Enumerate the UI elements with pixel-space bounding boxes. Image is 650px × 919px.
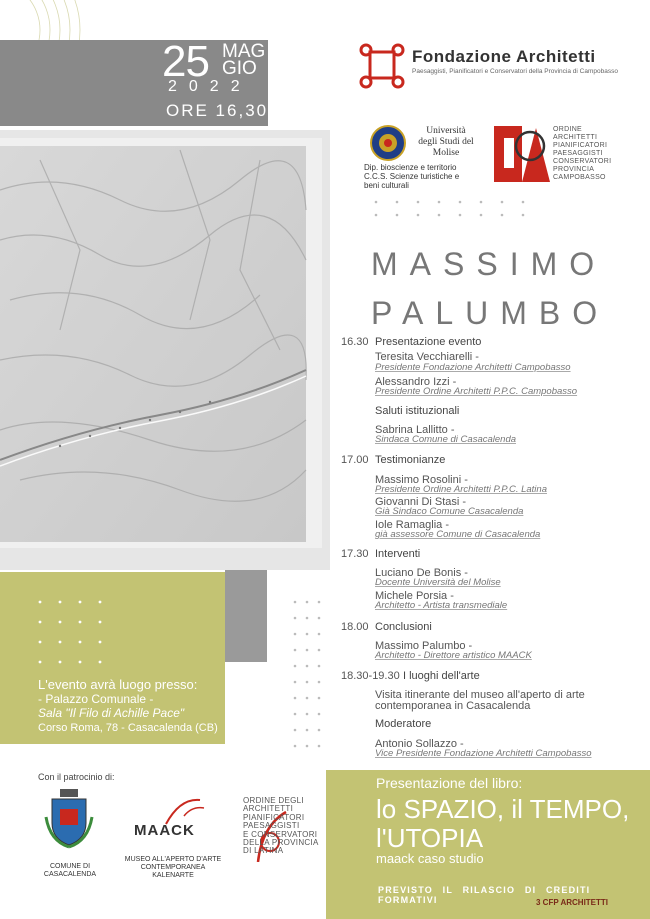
session-time: 18.30-19.30 xyxy=(341,670,400,682)
book-title-line-1: lo SPAZIO, il TEMPO, xyxy=(376,794,630,824)
ordine-latina-line: DELLA PROVINCIA xyxy=(243,837,319,847)
patronage-label: Con il patrocinio di: xyxy=(38,772,115,782)
session-heading: Moderatore xyxy=(375,718,432,730)
participant-name: Antonio Sollazzo - xyxy=(375,738,464,750)
participant-role: già assessore Comune di Casacalenda xyxy=(375,529,541,540)
venue-place: - Palazzo Comunale - xyxy=(38,692,154,706)
ordine-line: ARCHITETTI xyxy=(553,134,598,142)
participant-name: Alessandro Izzi - xyxy=(375,376,457,388)
book-intro: Presentazione del libro: xyxy=(376,775,523,791)
artwork-photo xyxy=(0,130,330,570)
book-subtitle: maack caso studio xyxy=(376,851,484,866)
comune-caption: COMUNE DI CASACALENDA xyxy=(43,863,97,879)
participant-role: Vice Presidente Fondazione Architetti Campobasso xyxy=(375,748,592,759)
ordine-line: CAMPOBASSO xyxy=(553,174,606,182)
book-title-line-2: l'UTOPIA xyxy=(376,823,484,853)
session-heading: Saluti istituzionali xyxy=(375,405,460,417)
ordine-latina-line: PIANIFICATORI xyxy=(243,812,305,822)
participant-name: Massimo Rosolini - xyxy=(375,474,468,486)
ordine-text xyxy=(553,126,611,182)
session-time: 18.00 xyxy=(341,621,369,633)
session-heading: I luoghi dell'arte xyxy=(403,670,480,682)
participant-name: Giovanni Di Stasi - xyxy=(375,496,467,508)
date-day: 25 xyxy=(162,37,209,86)
session-time: 16.30 xyxy=(341,336,369,348)
university-name: Università degli Studi del Molise xyxy=(418,126,474,158)
ordine-latina-line: ARCHITETTI xyxy=(243,804,294,814)
ordine-line: PAESAGGISTI xyxy=(553,150,603,158)
venue-room: Sala "Il Filo di Achille Pace" xyxy=(38,706,185,720)
credits-notice: PREVISTO IL RILASCIO DI CREDITI FORMATIVI xyxy=(378,885,591,905)
ordine-logo-icon xyxy=(494,124,550,184)
fondazione-title: Fondazione Architetti xyxy=(412,47,596,66)
date-year: 2022 xyxy=(168,78,252,95)
ordine-latina-line: ORDINE DEGLI xyxy=(243,796,304,805)
fondazione-subtitle: Paesaggisti, Pianificatori e Conservatori della Provincia di Campobasso xyxy=(412,68,618,75)
session-heading: Presentazione evento xyxy=(375,336,482,348)
maack-caption: MUSEO ALL'APERTO D'ARTE CONTEMPORANEA KALENARTE xyxy=(124,856,222,880)
participant-role: Già Sindaco Comune Casacalenda xyxy=(375,506,524,517)
ordine-latina-line: PAESAGGISTI xyxy=(243,821,300,831)
ordine-line: ORDINE xyxy=(553,126,583,133)
session-time: 17.30 xyxy=(341,548,369,560)
decorative-dot-row xyxy=(374,200,534,220)
participant-role: Architetto - Artista transmediale xyxy=(375,600,508,611)
ordine-latina-line: E CONSERVATORI xyxy=(243,829,318,839)
grey-strip xyxy=(225,570,267,662)
date-month-b: GIO xyxy=(222,58,257,79)
session-description: Visita itinerante del museo all'aperto di arte xyxy=(375,689,585,701)
fondazione-logo-icon xyxy=(356,40,408,92)
participant-role: Presidente Ordine Architetti P.P.C. Latina xyxy=(375,484,547,495)
participant-name: Luciano De Bonis - xyxy=(375,567,468,579)
participant-name: Sabrina Lallitto - xyxy=(375,424,455,436)
venue-intro: L'evento avrà luogo presso: xyxy=(38,677,198,692)
session-heading: Interventi xyxy=(375,548,421,560)
ordine-line: PIANIFICATORI xyxy=(553,142,608,150)
ordine-line: CONSERVATORI xyxy=(553,158,612,166)
university-department: Dip. bioscienze e territorio C.C.S. Scienze turistiche e beni culturali xyxy=(364,163,460,190)
speaker-first-name: MASSIMO xyxy=(371,246,607,282)
participant-name: Massimo Palumbo - xyxy=(375,640,473,652)
participant-name: Teresita Vecchiarelli - xyxy=(375,351,479,363)
date-time: ORE 16,30 xyxy=(166,101,269,120)
participant-name: Iole Ramaglia - xyxy=(375,519,449,531)
maack-wordmark: MAACK xyxy=(134,822,195,839)
participant-role: Sindaca Comune di Casacalenda xyxy=(375,434,517,445)
participant-role: Docente Università del Molise xyxy=(375,577,501,588)
session-heading: Conclusioni xyxy=(375,621,432,633)
participant-name: Michele Porsia - xyxy=(375,590,454,602)
venue-dots xyxy=(38,600,108,666)
date-month-a: MAG xyxy=(222,41,266,62)
cfp-count: 3 CFP ARCHITETTI xyxy=(536,898,609,907)
participant-role: Presidente Fondazione Architetti Campobasso xyxy=(375,362,571,373)
speaker-last-name: PALUMBO xyxy=(371,295,610,331)
ordine-latina-text xyxy=(243,797,319,856)
comune-crest-icon xyxy=(44,787,94,849)
ordine-line: PROVINCIA xyxy=(553,166,595,174)
decorative-dot-column xyxy=(293,600,329,752)
session-heading: Testimonianze xyxy=(375,454,446,466)
session-time: 17.00 xyxy=(341,454,369,466)
session-description: contemporanea in Casacalenda xyxy=(375,700,531,712)
participant-role: Presidente Ordine Architetti P.P.C. Campobasso xyxy=(375,386,578,397)
ordine-latina-line: DI LATINA xyxy=(243,846,284,856)
participant-role: Architetto - Direttore artistico MAACK xyxy=(375,650,532,661)
university-crest-icon xyxy=(369,124,407,162)
venue-address: Corso Roma, 78 - Casacalenda (CB) xyxy=(38,722,218,734)
